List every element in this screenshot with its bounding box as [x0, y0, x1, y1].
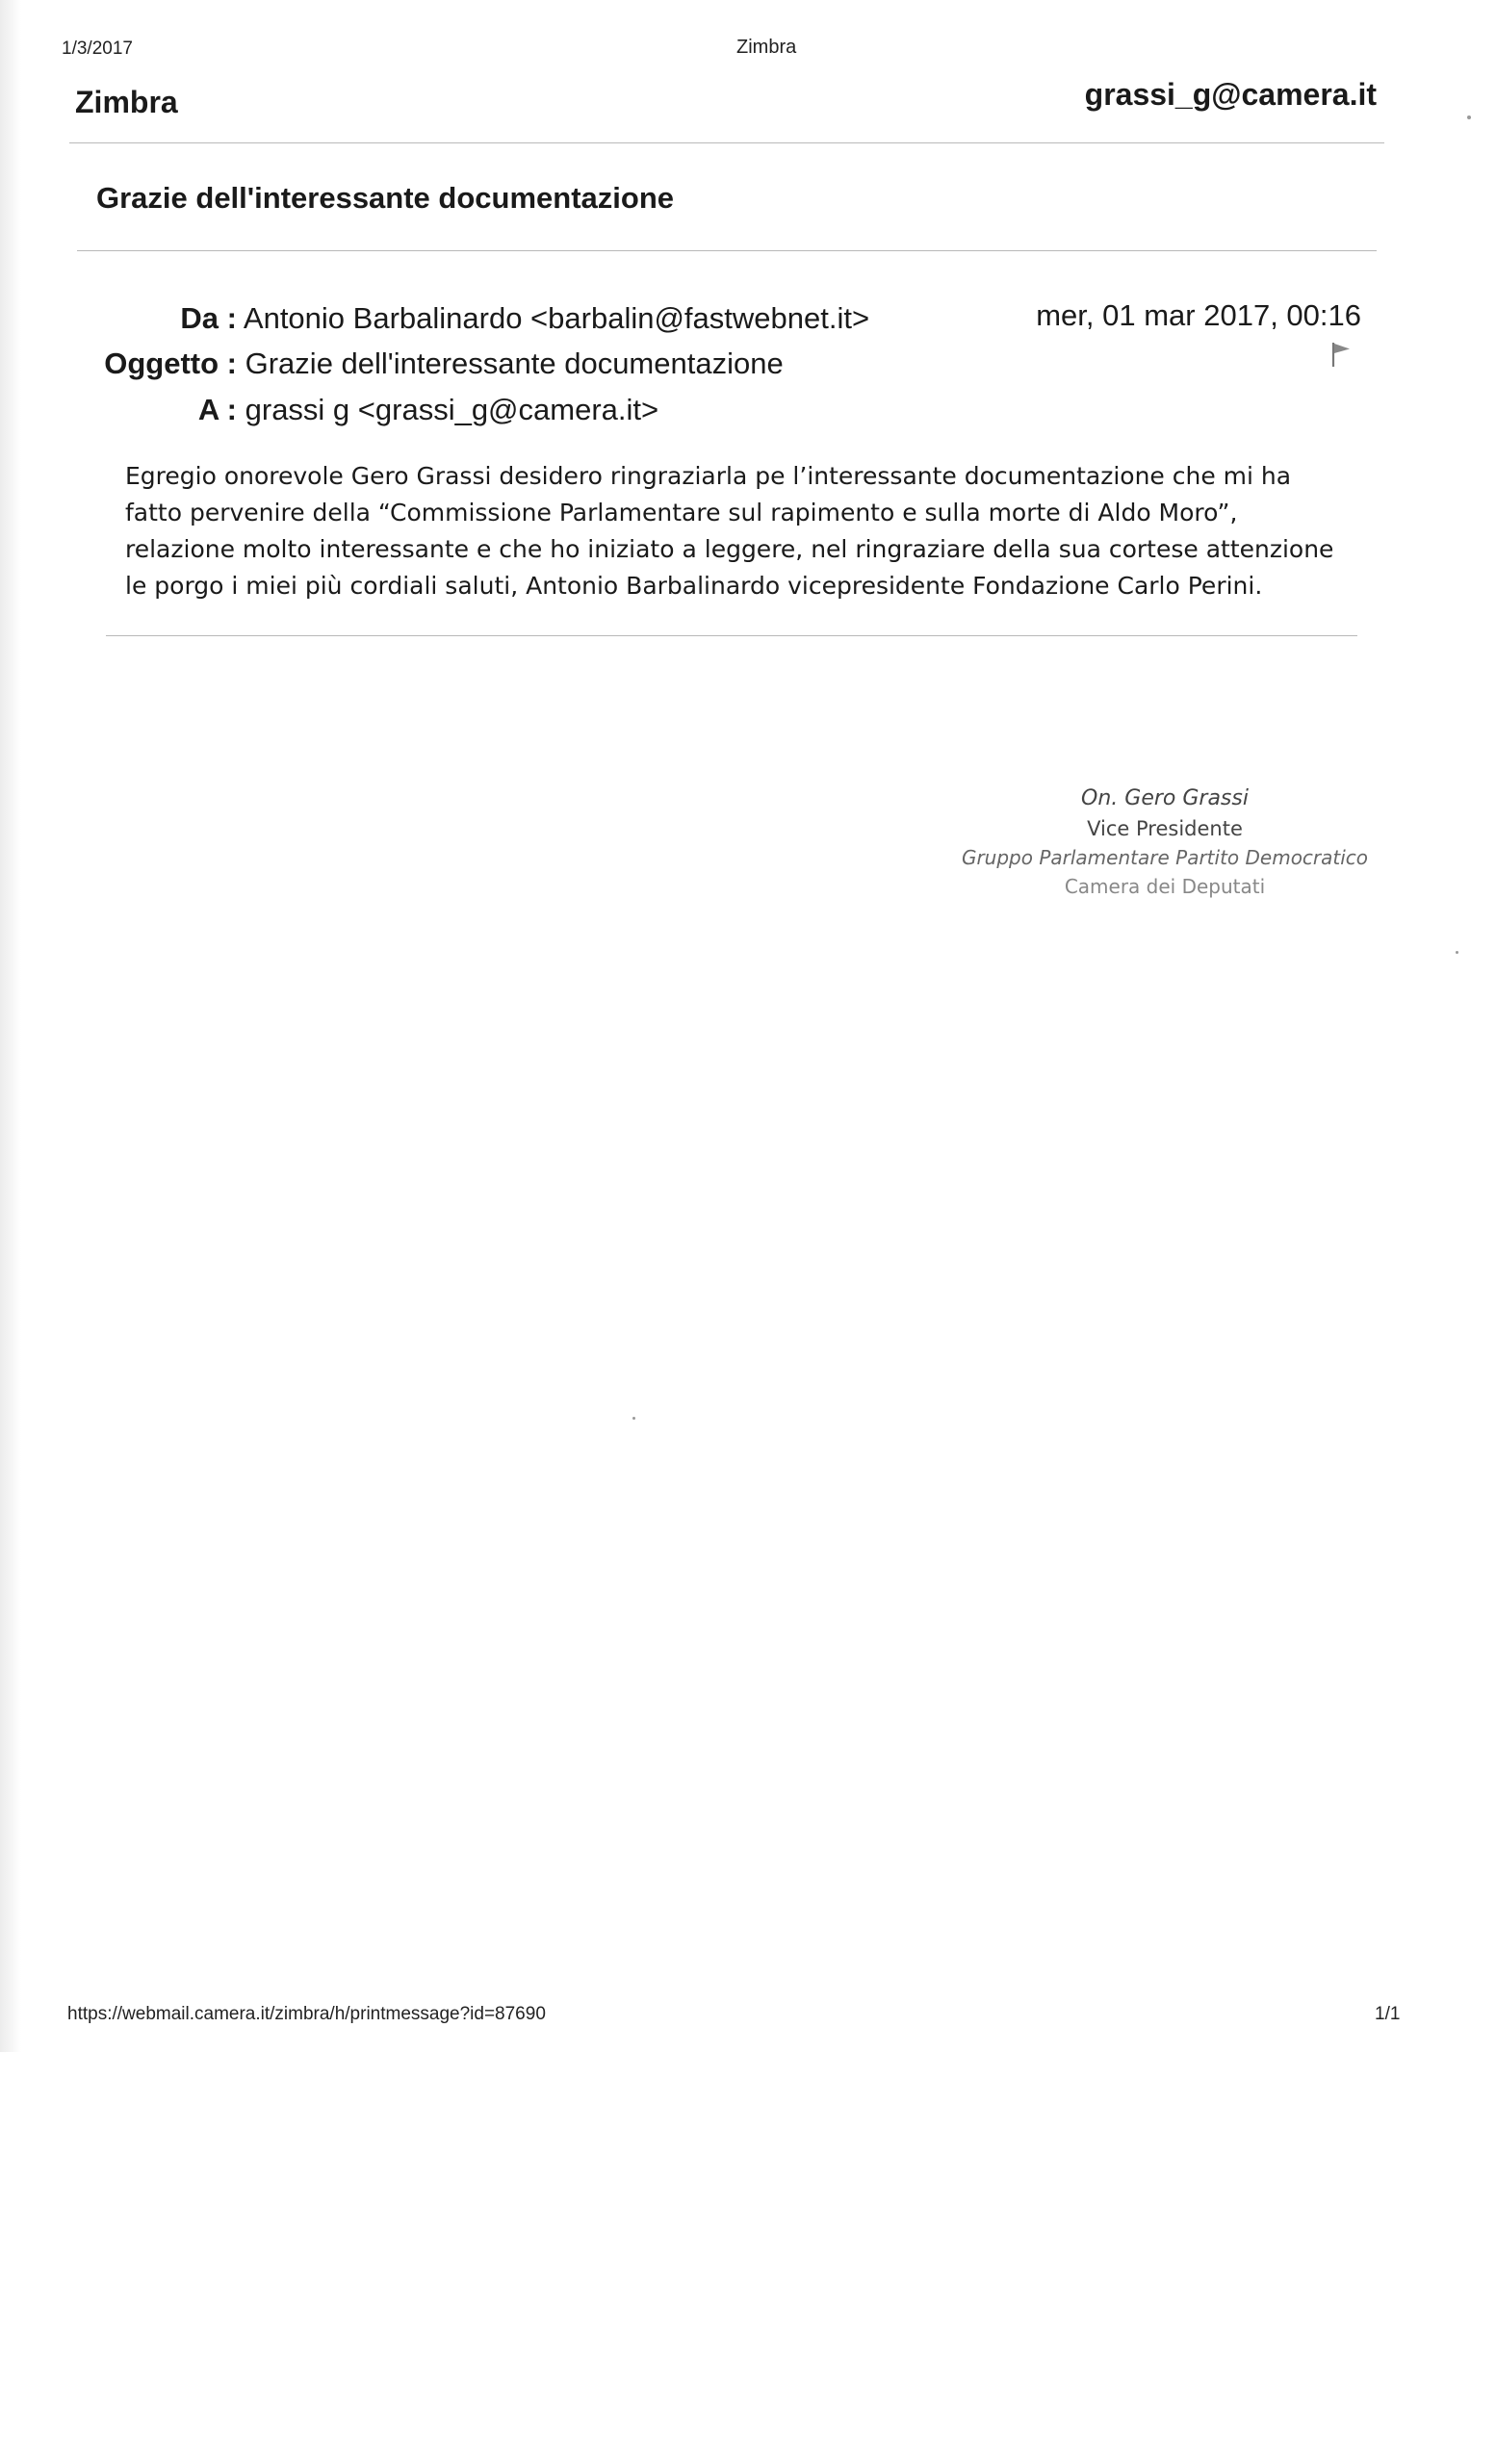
stamp-chamber: Camera dei Deputati [1064, 875, 1266, 898]
subject-divider [77, 250, 1377, 251]
stamp-name: On. Gero Grassi [1081, 786, 1249, 810]
from-row [94, 301, 869, 336]
header-divider [69, 142, 1384, 143]
body-line: Egregio onorevole Gero Grassi desidero ringraziarla pe l’interessante documentazione che mi ha [125, 462, 1292, 490]
body-line: fatto pervenire della “Commissione Parlamentare sul rapimento e sulla morte di Aldo Moro”, [125, 499, 1238, 526]
message-body [125, 458, 1367, 604]
to-value: grassi g <grassi_g@camera.it> [245, 393, 659, 426]
flag-icon [1329, 341, 1353, 368]
app-name: Zimbra [75, 85, 178, 119]
stamp-group: Gruppo Parlamentare Partito Democratico [961, 846, 1369, 869]
to-row [94, 393, 658, 427]
print-footer-page: 1/1 [1375, 2004, 1401, 2024]
body-line: le porgo i miei più cordiali saluti, Antonio Barbalinardo vicepresidente Fondazione Carlo Perini. [125, 572, 1263, 600]
scan-speck [1467, 116, 1471, 119]
official-stamp [943, 783, 1386, 901]
print-date: 1/3/2017 [62, 38, 133, 59]
from-label: Da : [180, 301, 237, 335]
from-value: Antonio Barbalinardo <barbalin@fastwebnet.it> [243, 301, 870, 335]
to-label: A : [197, 393, 237, 426]
scan-speck [632, 1417, 635, 1420]
subject-label: Oggetto : [104, 346, 237, 380]
subject-value: Grazie dell'interessante documentazione [245, 346, 784, 380]
body-divider [106, 635, 1357, 636]
message-subject-title: Grazie dell'interessante documentazione [96, 181, 674, 215]
scan-edge-shadow [0, 0, 21, 2052]
print-footer-url: https://webmail.camera.it/zimbra/h/printmessage?id=87690 [67, 2004, 546, 2024]
scan-speck [1456, 951, 1458, 954]
body-line: relazione molto interessante e che ho iniziato a leggere, nel ringraziare della sua cortese attenzione [125, 535, 1334, 563]
print-page-title: Zimbra [736, 37, 797, 58]
message-date: mer, 01 mar 2017, 00:16 [1036, 298, 1361, 332]
subject-row [94, 346, 784, 381]
stamp-role: Vice Presidente [1087, 817, 1243, 840]
account-email: grassi_g@camera.it [1084, 77, 1377, 112]
